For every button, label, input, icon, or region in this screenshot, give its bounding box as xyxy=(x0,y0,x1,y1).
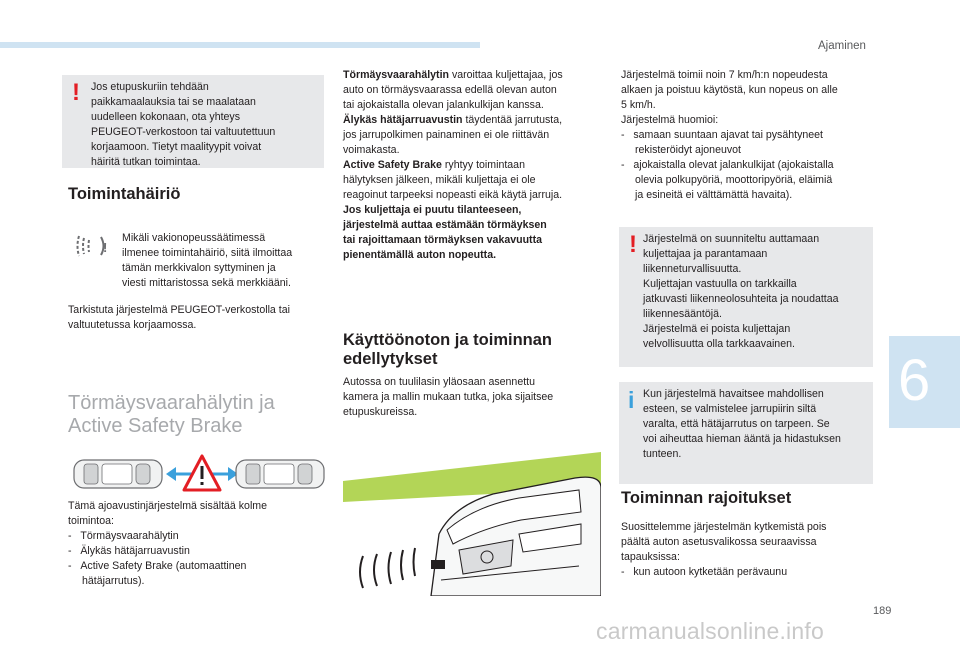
list-item xyxy=(621,128,883,158)
text-line: Kuljettajan vastuulla on tarkkailla xyxy=(643,278,797,290)
svg-text:!: ! xyxy=(103,240,108,255)
text-line: varalta, että hätäjarrutus on tarpeen. Se xyxy=(643,418,830,430)
text-line: tämän merkkivalon syttyminen ja xyxy=(122,262,276,274)
text-line: Jos etupuskuriin tehdään xyxy=(91,81,209,93)
system-intro-text xyxy=(68,499,328,529)
text-line: auto on törmäysvaarassa edellä olevan auton xyxy=(343,84,557,96)
function-list xyxy=(68,529,328,589)
asb-paragraph xyxy=(343,158,605,203)
limits-text xyxy=(621,520,883,565)
info-note-text xyxy=(643,387,871,462)
list-item-line: - ajokaistalla olevat jalankulkijat (ajokaistalla xyxy=(621,159,834,171)
responsibility-warning-text xyxy=(643,232,871,352)
list-item-line: olevia polkupyöriä, moottoripyöriä, eläimiä xyxy=(635,174,833,186)
text-line: kuljettajaa ja parantamaan xyxy=(643,248,768,260)
text-line: Käyttöönoton ja toiminnan xyxy=(343,331,552,349)
text-line: päältä auton asetusvalikossa seuraavissa xyxy=(621,536,817,548)
text-line: tapauksissa: xyxy=(621,551,680,563)
text-line: Autossa on tuulilasin yläosaan asennettu xyxy=(343,376,535,388)
text-line: korjaamoon. Tietyt maalityypit voivat xyxy=(91,141,262,153)
section-title: Ajaminen xyxy=(818,40,866,52)
limits-section xyxy=(621,520,883,580)
fcw-term: Törmäysvaarahälytin xyxy=(343,69,449,81)
text-line: etupuskureissa. xyxy=(343,406,418,418)
considers-label: Järjestelmä huomioi: xyxy=(621,114,719,126)
text-line: Tämä ajoavustinjärjestelmä sisältää kolme xyxy=(68,500,268,512)
text-line: edellytykset xyxy=(343,350,438,368)
list-item xyxy=(621,158,883,203)
info-icon: i xyxy=(628,387,635,413)
text-line: Kun järjestelmä havaitsee mahdollisen xyxy=(643,388,824,400)
function-descriptions xyxy=(343,68,605,263)
text-line: valtuutetussa korjaamossa. xyxy=(68,319,197,331)
text-line: jatkuvasti liikenneolosuhteita ja noudattaa xyxy=(643,293,839,305)
text-line: hälytyksen jälkeen, mikäli kuljettaja ei ole xyxy=(343,174,536,186)
limits-list xyxy=(621,565,883,580)
asb-term: Active Safety Brake xyxy=(343,159,442,171)
text-line: ryhtyy toimintaan xyxy=(441,159,525,171)
text-line: voimakasta. xyxy=(343,144,400,156)
check-instruction xyxy=(68,303,328,333)
info-note-box xyxy=(619,382,873,484)
list-item xyxy=(68,544,328,559)
text-line: alkaen ja poistuu käytöstä, kun nopeus on alle xyxy=(621,84,838,96)
text-line: Suosittelemme järjestelmän kytkemistä pois xyxy=(621,521,827,533)
list-item xyxy=(621,565,883,580)
intervention-note xyxy=(343,203,605,263)
list-item-line: - Törmäysvaarahälytin xyxy=(68,530,179,542)
text-line: järjestelmä auttaa estämään törmäyksen xyxy=(343,219,547,231)
warning-exclamation-icon: ! xyxy=(629,231,637,258)
text-line: esteen, se valmistelee jarrupiirin siltä xyxy=(643,403,817,415)
header-accent-bar xyxy=(0,42,480,48)
text-line: PEUGEOT-verkostoon tai valtuutettuun xyxy=(91,126,276,138)
fault-heading: Toimintahäiriö xyxy=(68,185,181,203)
chapter-number: 6 xyxy=(898,348,931,413)
rear-car-illustration xyxy=(236,460,324,488)
system-intro xyxy=(68,499,328,589)
text-line: toimintoa: xyxy=(68,515,114,527)
list-item-line: rekisteröidyt ajoneuvot xyxy=(635,144,741,156)
list-item xyxy=(68,529,328,544)
text-line: tai rajoittamaan törmäyksen vakavuutta xyxy=(343,234,543,246)
front-car-illustration xyxy=(74,460,162,488)
text-line: täydentää jarrutusta, xyxy=(462,114,563,126)
text-line: häiritä tutkan toimintaa. xyxy=(91,156,201,168)
list-item-line: - Active Safety Brake (automaattinen xyxy=(68,560,247,572)
text-line: pienentämällä auton nopeutta. xyxy=(343,249,497,261)
activation-heading xyxy=(343,331,605,369)
text-line: Törmäysvaarahälytin ja xyxy=(68,392,275,414)
responsibility-warning-box xyxy=(619,227,873,367)
page-number: 189 xyxy=(873,605,892,617)
text-line: Järjestelmä ei poista kuljettajan xyxy=(643,323,791,335)
collision-warning-illustration xyxy=(70,452,328,496)
text-line: viesti mittaristossa sekä merkkiääni. xyxy=(122,277,291,289)
text-line: reagoinut tarpeeksi nopeasti eikä käytä jarruja. xyxy=(343,189,563,201)
text-line: voi aiheuttaa hieman ääntä ja hidastuksen xyxy=(643,433,841,445)
text-line: velvollisuutta olla tarkkaavainen. xyxy=(643,338,795,350)
watermark: carmanualsonline.info xyxy=(596,618,824,644)
text-line: ilmenee toimintahäiriö, siitä ilmoittaa xyxy=(122,247,293,259)
text-line: Tarkistuta järjestelmä PEUGEOT-verkostolla tai xyxy=(68,304,290,316)
text-line: kamera ja mallin mukaan tutka, joka sijaitsee xyxy=(343,391,554,403)
activation-text xyxy=(343,375,605,420)
text-line: Active Safety Brake xyxy=(68,415,243,437)
list-item-line: - samaan suuntaan ajavat tai pysähtyneet xyxy=(621,129,823,141)
text-line: jos jarrupolkimen painaminen ei ole riittävän xyxy=(343,129,550,141)
fault-description xyxy=(122,231,327,291)
list-item-line: - Älykäs hätäjarruavustin xyxy=(68,545,190,557)
operating-conditions xyxy=(621,68,883,203)
text-line: liikenneturvallisuutta. xyxy=(643,263,742,275)
iebs-term: Älykäs hätäjarruavustin xyxy=(343,114,463,126)
text-line: liikennesääntöjä. xyxy=(643,308,722,320)
warning-exclamation-icon: ! xyxy=(72,79,80,106)
speed-range-text xyxy=(621,68,883,113)
list-item-line: ja esineitä ei välttämättä havaita). xyxy=(635,189,793,201)
limits-heading: Toiminnan rajoitukset xyxy=(621,489,792,507)
text-line: tai ajokaistalla olevan jalankulkijan kanssa. xyxy=(343,99,544,111)
list-item-line: - kun autoon kytketään perävaunu xyxy=(621,566,788,578)
text-line: paikkamaalauksia tai se maalataan xyxy=(91,96,256,108)
text-line: Järjestelmä toimii noin 7 km/h:n nopeudesta xyxy=(621,69,828,81)
text-line: 5 km/h. xyxy=(621,99,656,111)
text-line: Jos kuljettaja ei puutu tilanteeseen, xyxy=(343,204,522,216)
car-sensor-illustration xyxy=(343,448,601,596)
text-line: tunteen. xyxy=(643,448,682,460)
list-item xyxy=(68,559,328,589)
text-line: Mikäli vakionopeussäätimessä xyxy=(122,232,266,244)
text-line: Järjestelmä on suunniteltu auttamaan xyxy=(643,233,820,245)
warning-note-text xyxy=(91,80,323,170)
fcw-paragraph xyxy=(343,68,605,113)
considered-objects-list xyxy=(621,128,883,203)
warning-note-box xyxy=(62,75,324,168)
list-item-line: hätäjarrutus). xyxy=(82,575,145,587)
main-heading xyxy=(68,392,328,438)
iebs-paragraph xyxy=(343,113,605,158)
radar-fault-icon xyxy=(76,231,114,261)
text-line: uudelleen kokonaan, ota yhteys xyxy=(91,111,241,123)
text-line: varoittaa kuljettajaa, jos xyxy=(449,69,563,81)
